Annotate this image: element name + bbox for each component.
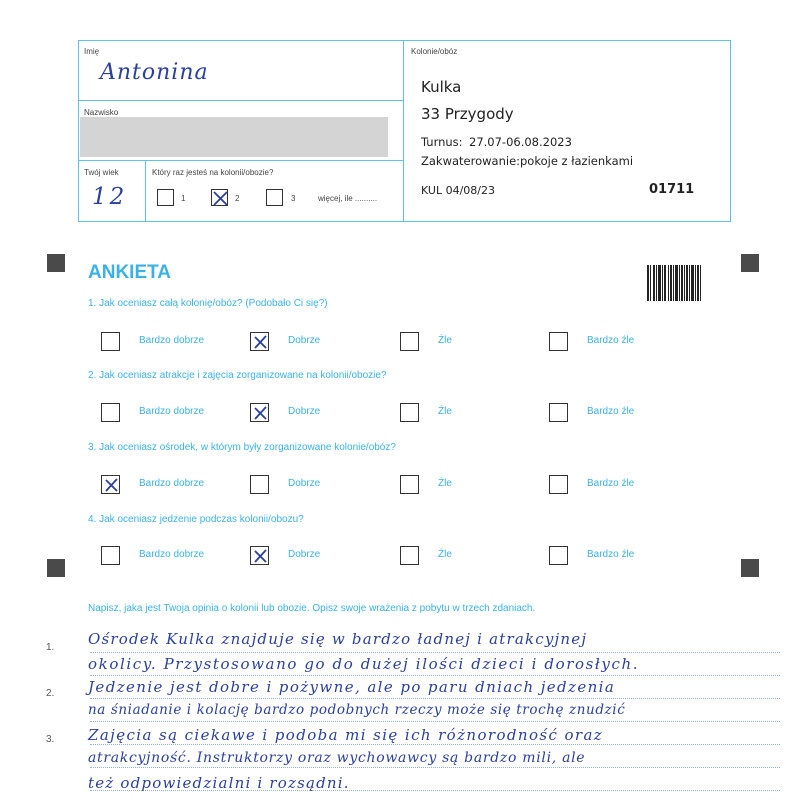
opinion-number-2: 2. (46, 688, 55, 699)
survey-title: ANKIETA (88, 262, 172, 283)
times-more: więcej, ile .......... (318, 194, 378, 203)
x-mark-icon (212, 190, 229, 207)
opinion-line-2[interactable]: okolicy. Przystosowano go do dużej ilości dzieci i dorosłych. (88, 655, 640, 673)
question-1-checkbox-3[interactable] (400, 332, 419, 351)
opinion-line-4[interactable]: na śniadanie i kolację bardzo podobnych rzeczy może się trochę znudzić (88, 702, 626, 718)
times-option-1: 1 (181, 194, 186, 203)
question-2-checkbox-2[interactable] (250, 403, 269, 422)
question-3-checkbox-4[interactable] (549, 475, 568, 494)
question-4-checkbox-3[interactable] (400, 546, 419, 565)
question-1-option-1-label: Bardzo dobrze (139, 335, 205, 346)
question-3-option-4-label: Bardzo źle (587, 478, 635, 489)
question-4-checkbox-2[interactable] (250, 546, 269, 565)
question-4-option-4-label: Bardzo źle (587, 549, 635, 560)
question-3-option-3-label: Źle (438, 478, 452, 489)
writing-line (90, 721, 780, 722)
age-divider (145, 160, 146, 221)
name-label: Imię (84, 47, 100, 56)
writing-line (90, 744, 780, 745)
times-checkbox-3[interactable] (266, 189, 283, 206)
opinion-line-6[interactable]: atrakcyjność. Instruktorzy oraz wychowawcy są bardzo mili, ale (88, 750, 586, 766)
opinion-line-7[interactable]: też odpowiedzialni i rozsądni. (88, 774, 350, 792)
x-mark-icon (251, 333, 270, 352)
times-checkbox-2[interactable] (211, 189, 228, 206)
x-mark-icon (251, 404, 270, 423)
question-2-text: 2. Jak oceniasz atrakcje i zajęcia zorganizowane na kolonii/obozie? (88, 370, 387, 381)
question-4-checkbox-4[interactable] (549, 546, 568, 565)
x-mark-icon (102, 476, 121, 495)
question-1-checkbox-4[interactable] (549, 332, 568, 351)
header-divider (403, 40, 404, 221)
camp-label: Kolonie/obóz (411, 47, 458, 56)
question-4-option-1-label: Bardzo dobrze (139, 549, 205, 560)
camp-name: Kulka (421, 78, 462, 96)
camp-program: 33 Przygody (421, 105, 514, 123)
question-2-option-3-label: Źle (438, 406, 452, 417)
name-value[interactable]: Antonina (100, 60, 209, 85)
registration-mark-top-right (741, 254, 759, 272)
question-4-option-3-label: Źle (438, 549, 452, 560)
question-2-checkbox-3[interactable] (400, 403, 419, 422)
question-3-text: 3. Jak oceniasz ośrodek, w którym były zorganizowane kolonie/obóz? (88, 442, 396, 453)
name-divider (78, 100, 404, 101)
opinion-number-3: 3. (46, 734, 55, 745)
camp-code: KUL 04/08/23 (421, 184, 495, 197)
question-4-text: 4. Jak oceniasz jedzenie podczas kolonii/obozu? (88, 514, 304, 525)
age-label: Twój wiek (84, 168, 119, 177)
question-1-checkbox-2[interactable] (250, 332, 269, 351)
accommodation-label: Zakwaterowanie: (421, 154, 521, 168)
surname-redacted (80, 117, 388, 157)
question-2-checkbox-4[interactable] (549, 403, 568, 422)
writing-line (90, 698, 780, 699)
registration-mark-top-left (47, 254, 65, 272)
registration-mark-mid-left (47, 559, 65, 577)
opinion-number-1: 1. (46, 642, 55, 653)
question-2-option-1-label: Bardzo dobrze (139, 406, 205, 417)
question-3-checkbox-2[interactable] (250, 475, 269, 494)
registration-mark-mid-right (741, 559, 759, 577)
opinion-line-1[interactable]: Ośrodek Kulka znajduje się w bardzo ładnej i atrakcyjnej (88, 630, 588, 648)
form-number: 01711 (649, 182, 695, 197)
opinion-prompt: Napisz, jaka jest Twoja opinia o kolonii lub obozie. Opisz swoje wrażenia z pobytu w trzech zdaniach. (88, 603, 536, 614)
times-option-2: 2 (235, 194, 240, 203)
question-3-checkbox-3[interactable] (400, 475, 419, 494)
surname-divider (78, 160, 404, 161)
question-3-checkbox-1[interactable] (101, 475, 120, 494)
times-option-3: 3 (291, 194, 296, 203)
question-1-option-4-label: Bardzo źle (587, 335, 635, 346)
writing-line (90, 767, 780, 768)
opinion-line-3[interactable]: Jedzenie jest dobre i pożywne, ale po paru dniach jedzenia (88, 678, 616, 696)
question-1-text: 1. Jak oceniasz całą kolonię/obóz? (Podobało Ci się?) (88, 298, 328, 309)
question-1-option-3-label: Źle (438, 335, 452, 346)
barcode-icon (647, 265, 701, 301)
question-4-option-2-label: Dobrze (288, 549, 321, 560)
question-4-checkbox-1[interactable] (101, 546, 120, 565)
question-2-option-4-label: Bardzo źle (587, 406, 635, 417)
age-value[interactable]: 12 (92, 184, 128, 210)
question-2-checkbox-1[interactable] (101, 403, 120, 422)
accommodation-value: pokoje z łazienkami (520, 154, 634, 168)
turnus-label: Turnus: (421, 135, 463, 149)
writing-line (90, 675, 780, 676)
question-3-option-1-label: Bardzo dobrze (139, 478, 205, 489)
times-label: Który raz jesteś na kolonii/obozie? (152, 168, 274, 177)
x-mark-icon (251, 547, 270, 566)
times-checkbox-1[interactable] (157, 189, 174, 206)
question-1-checkbox-1[interactable] (101, 332, 120, 351)
surname-label: Nazwisko (84, 108, 119, 117)
writing-line (90, 652, 780, 653)
question-3-option-2-label: Dobrze (288, 478, 321, 489)
question-2-option-2-label: Dobrze (288, 406, 321, 417)
opinion-line-5[interactable]: Zajęcia są ciekawe i podoba mi się ich różnorodność oraz (88, 726, 604, 744)
question-1-option-2-label: Dobrze (288, 335, 321, 346)
turnus-value: 27.07-06.08.2023 (469, 135, 572, 149)
